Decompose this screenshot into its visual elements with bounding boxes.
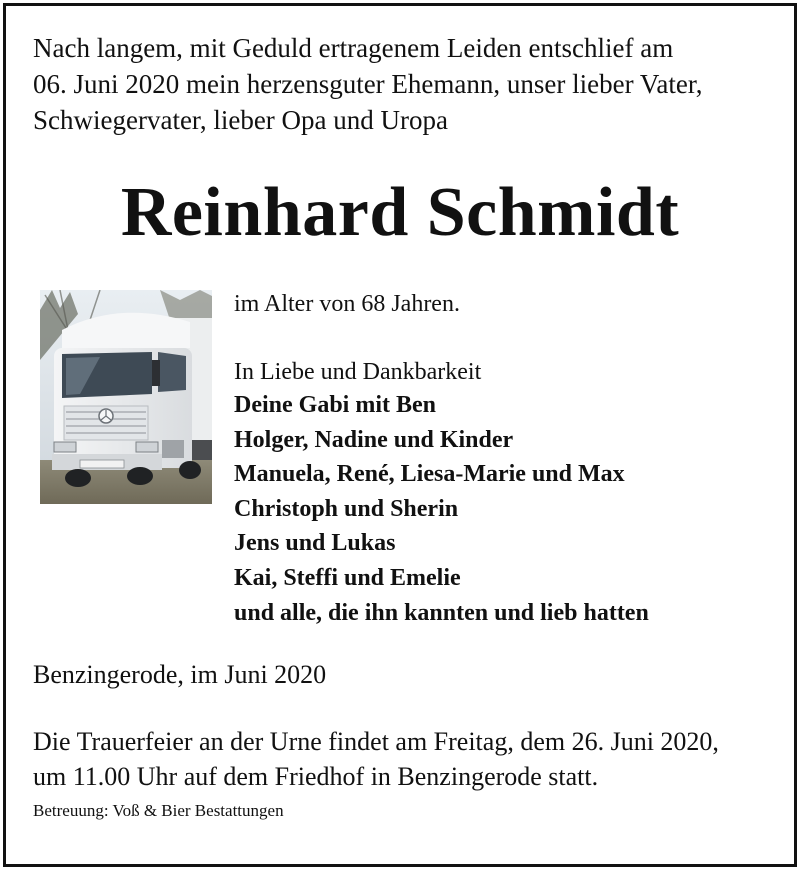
age-text: im Alter von 68 Jahren.: [234, 291, 460, 317]
family-member: Deine Gabi mit Ben: [234, 392, 436, 418]
family-member: Kai, Steffi und Emelie: [234, 564, 461, 591]
family-member: Jens und Lukas: [234, 530, 396, 557]
family-member: Christoph und Sherin: [234, 495, 459, 522]
family-member: Holger, Nadine und Kinder: [234, 426, 514, 453]
ceremony-paragraph: [33, 724, 768, 794]
intro-paragraph: [33, 30, 768, 138]
family-member: und alle, die ihn kannten und lieb hatten: [234, 599, 649, 626]
family-member: Manuela, René, Liesa-Marie und Max: [234, 461, 625, 488]
family-list: [234, 388, 774, 630]
ceremony-line-1: Die Trauerfeier an der Urne findet am Freitag, dem 26. Juni 2020,: [33, 727, 719, 756]
love-text: In Liebe und Dankbarkeit: [234, 359, 482, 385]
intro-line-1: Nach langem, mit Geduld ertragenem Leiden entschlief am: [33, 33, 674, 63]
place-date: Benzingerode, im Juni 2020: [33, 660, 327, 689]
ceremony-line-2: um 11.00 Uhr auf dem Friedhof in Benzingerode statt.: [33, 762, 599, 791]
family-column: [234, 288, 774, 630]
truck-image: [40, 290, 212, 504]
intro-line-2: 06. Juni 2020 mein herzensguter Ehemann, unser lieber Vater,: [33, 69, 703, 99]
truck-photo: [40, 290, 212, 504]
deceased-name: Reinhard Schmidt: [120, 174, 680, 251]
intro-line-3: Schwiegervater, lieber Opa und Uropa: [33, 105, 449, 135]
funeral-home-credit: Betreuung: Voß & Bier Bestattungen: [33, 801, 284, 820]
